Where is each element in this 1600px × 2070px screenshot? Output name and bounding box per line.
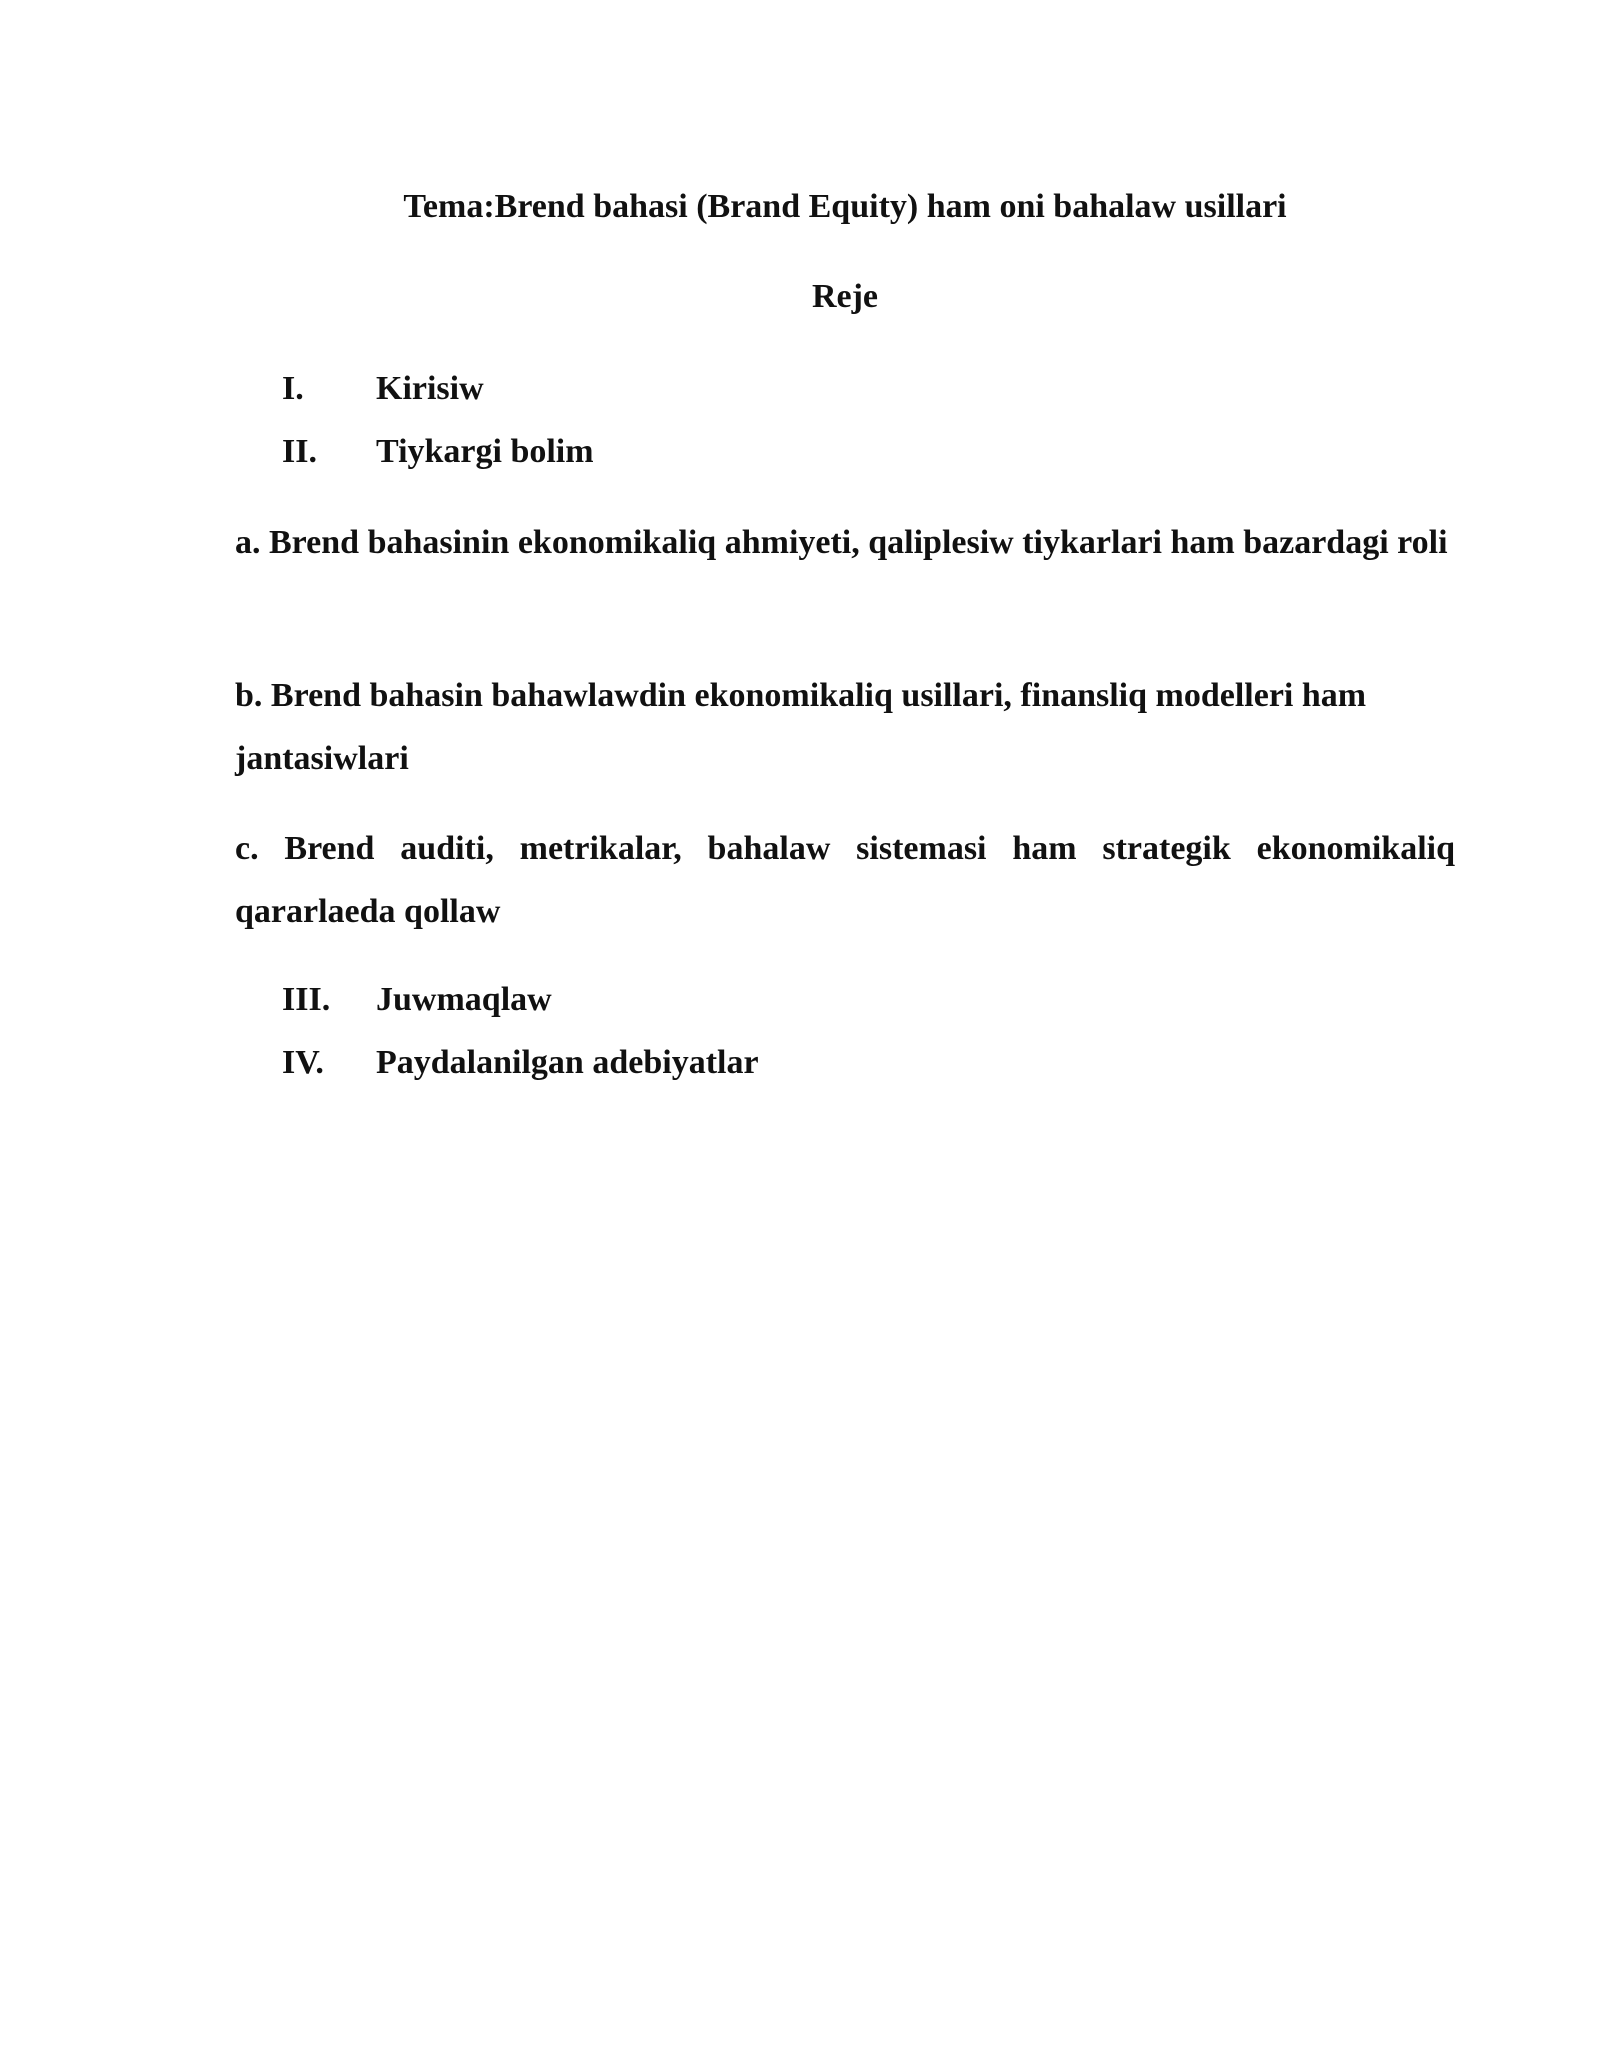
subsection-a: a. Brend bahasinin ekonomikaliq ahmiyeti, qaliplesiw tiykarlari ham bazardagi roli — [235, 524, 1448, 561]
outline-item-label: Tiykargi bolim — [376, 433, 594, 470]
outline-item-number: IV. — [282, 1044, 324, 1081]
outline-item-number: II. — [282, 433, 317, 470]
outline-item-number: III. — [282, 981, 331, 1018]
outline-item-number: I. — [282, 370, 304, 407]
subsection-c: c. Brend auditi, metrikalar, bahalaw sistemasi ham strategik ekonomikaliq qararlaeda qollaw — [235, 830, 1455, 930]
outline-item-label: Kirisiw — [376, 370, 484, 407]
subsection-b: b. Brend bahasin bahawlawdin ekonomikaliq usillari, finansliq modelleri ham jantasiwlari — [235, 677, 1367, 777]
outline-item-label: Juwmaqlaw — [376, 981, 552, 1018]
outline-item-label: Paydalanilgan adebiyatlar — [376, 1044, 759, 1081]
plan-heading: Reje — [811, 278, 879, 315]
document-title: Tema:Brend bahasi (Brand Equity) ham oni bahalaw usillari — [403, 188, 1287, 225]
